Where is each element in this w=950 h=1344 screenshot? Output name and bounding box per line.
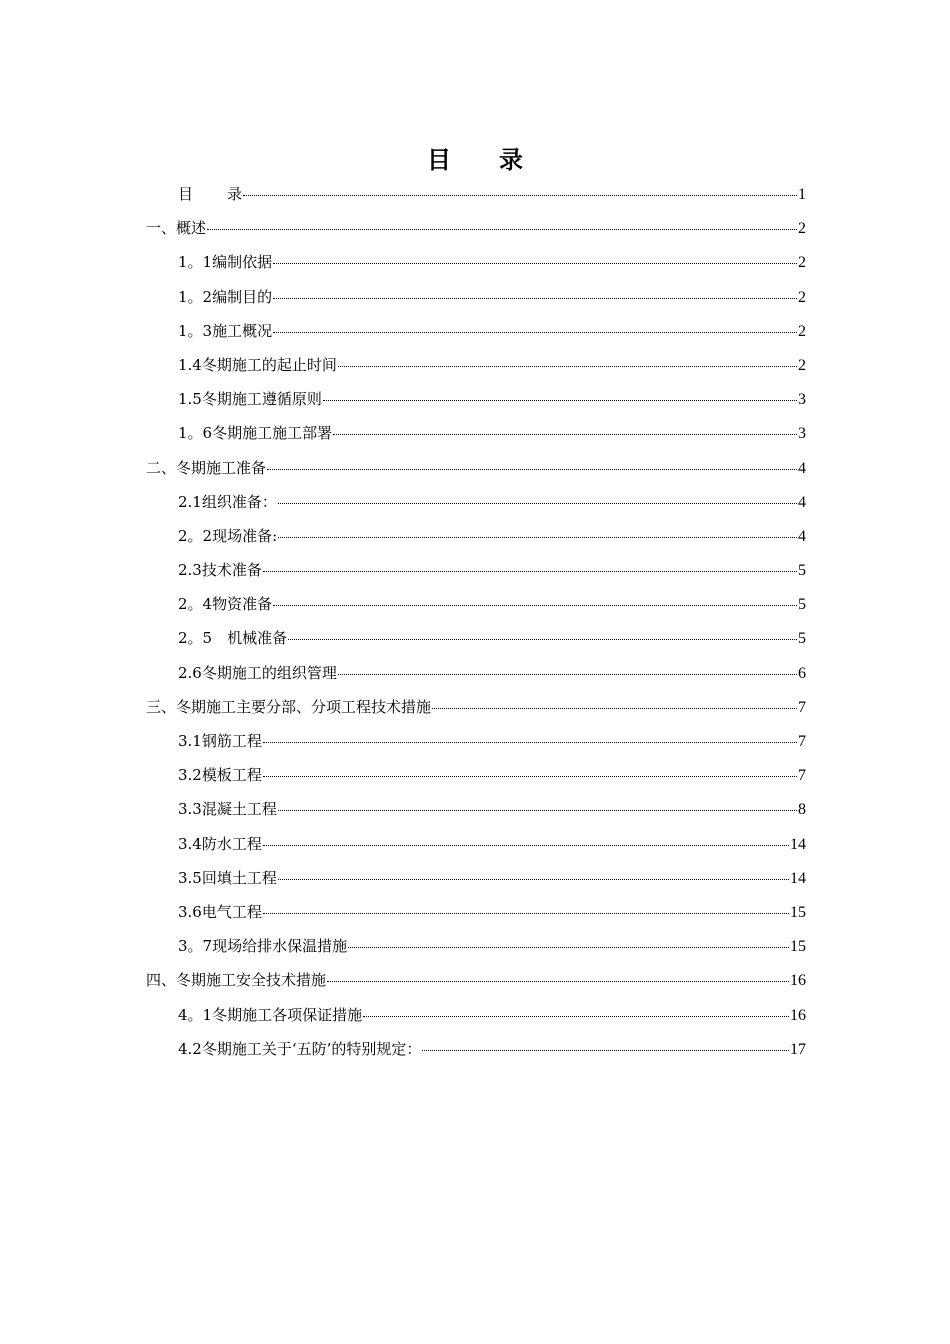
toc-entry-label: 3.2模板工程 bbox=[178, 766, 262, 785]
toc-page-number: 2 bbox=[798, 288, 806, 306]
toc-page-number: 2 bbox=[798, 254, 806, 272]
toc-entry-label: 3.6电气工程 bbox=[178, 902, 262, 921]
toc-page-number: 1 bbox=[798, 186, 806, 203]
toc-page-number: 5 bbox=[798, 596, 806, 614]
toc-page-number: 2 bbox=[798, 220, 806, 238]
toc-entry-label: 二、冬期施工准备 bbox=[146, 458, 267, 477]
toc-page-number: 3 bbox=[798, 391, 806, 409]
toc-page-number: 2 bbox=[798, 356, 806, 374]
toc-entry[interactable] bbox=[146, 831, 806, 865]
toc-page-number: 14 bbox=[790, 869, 806, 887]
toc-entry[interactable] bbox=[146, 625, 806, 659]
toc-entry[interactable] bbox=[146, 933, 806, 967]
toc-entry[interactable] bbox=[146, 899, 806, 933]
toc-entry[interactable] bbox=[146, 694, 806, 728]
toc-page-number: 16 bbox=[790, 1006, 806, 1024]
toc-entry[interactable] bbox=[146, 865, 806, 899]
toc-leader-dots bbox=[323, 386, 797, 404]
toc-entry-label: 目 录 bbox=[178, 185, 243, 203]
toc-entry-label: 2.6冬期施工的组织管理 bbox=[178, 663, 337, 682]
toc-leader-dots bbox=[327, 967, 789, 985]
toc-page-number: 4 bbox=[798, 527, 806, 545]
toc-entry-label: 4.2冬期施工关于‘五防’的特别规定： bbox=[178, 1039, 422, 1058]
toc-leader-dots bbox=[348, 933, 789, 951]
toc-entry-label: 1。6冬期施工施工部署 bbox=[178, 424, 333, 443]
toc-entry-label: 3.1钢筋工程 bbox=[178, 732, 262, 750]
toc-entry[interactable] bbox=[146, 386, 806, 420]
toc-leader-dots bbox=[273, 249, 797, 267]
toc-leader-dots bbox=[263, 831, 789, 849]
toc-leader-dots bbox=[263, 762, 797, 780]
toc-entry[interactable] bbox=[146, 591, 806, 625]
toc-leader-dots bbox=[207, 215, 797, 233]
toc-entry-label: 3。7现场给排水保温措施 bbox=[178, 937, 348, 956]
toc-entry[interactable] bbox=[146, 796, 806, 830]
toc-leader-dots bbox=[338, 660, 797, 678]
toc-page-number: 16 bbox=[790, 972, 806, 990]
toc-entry-label: 1.4冬期施工的起止时间 bbox=[178, 355, 337, 374]
toc-entry[interactable] bbox=[146, 967, 806, 1001]
toc-leader-dots bbox=[278, 489, 797, 507]
toc-entry-label: 2。2现场准备: bbox=[178, 526, 278, 545]
toc-leader-dots bbox=[263, 557, 797, 575]
toc-entry[interactable] bbox=[146, 352, 806, 386]
toc-entry[interactable] bbox=[146, 557, 806, 591]
toc-page-number: 2 bbox=[798, 322, 806, 340]
toc-page-number: 17 bbox=[790, 1040, 806, 1058]
toc-heading-char-2: 录 bbox=[499, 145, 523, 174]
toc-leader-dots bbox=[267, 455, 797, 473]
toc-entry-label: 3.5回填土工程 bbox=[178, 868, 277, 887]
toc-leader-dots bbox=[338, 352, 797, 370]
toc-leader-dots bbox=[363, 1002, 789, 1020]
toc-entry-label: 3.3混凝土工程 bbox=[178, 800, 277, 819]
toc-leader-dots bbox=[273, 591, 797, 609]
toc-page-number: 15 bbox=[790, 938, 806, 956]
toc-page-number: 15 bbox=[790, 903, 806, 921]
toc-entry[interactable] bbox=[146, 660, 806, 694]
toc-entry-label: 3.4防水工程 bbox=[178, 834, 262, 853]
toc-entry[interactable] bbox=[146, 181, 806, 215]
toc-leader-dots bbox=[288, 625, 797, 643]
toc-leader-dots bbox=[278, 796, 797, 814]
toc-entry[interactable] bbox=[146, 284, 806, 318]
toc-entry[interactable] bbox=[146, 728, 806, 762]
toc-leader-dots bbox=[278, 523, 797, 541]
toc-page-number: 3 bbox=[798, 425, 806, 443]
toc-entry-label: 1。2编制目的 bbox=[178, 287, 273, 306]
toc-page-number: 4 bbox=[798, 459, 806, 477]
toc-entry[interactable] bbox=[146, 762, 806, 796]
toc-entry-label: 1。3施工概况 bbox=[178, 321, 273, 340]
toc-entry[interactable] bbox=[146, 215, 806, 249]
toc-page-number: 7 bbox=[798, 698, 806, 716]
toc-leader-dots bbox=[273, 318, 797, 336]
toc-entry[interactable] bbox=[146, 455, 806, 489]
toc-entry-label: 一、概述 bbox=[146, 219, 207, 238]
toc-entry-label: 三、冬期施工主要分部、分项工程技术措施 bbox=[146, 697, 432, 716]
toc-page-number: 6 bbox=[798, 664, 806, 682]
toc-entry-label: 1。1编制依据 bbox=[178, 253, 273, 272]
toc-entry[interactable] bbox=[146, 249, 806, 283]
table-of-contents bbox=[146, 181, 806, 1070]
toc-heading bbox=[0, 140, 950, 175]
toc-leader-dots bbox=[278, 865, 789, 883]
toc-entry-label: 四、冬期施工安全技术措施 bbox=[146, 971, 327, 990]
toc-entry-label: 2.3技术准备 bbox=[178, 561, 262, 580]
toc-entry[interactable] bbox=[146, 420, 806, 454]
toc-entry[interactable] bbox=[146, 489, 806, 523]
toc-page-number: 8 bbox=[798, 801, 806, 819]
toc-entry[interactable] bbox=[146, 1036, 806, 1070]
toc-leader-dots bbox=[243, 181, 797, 199]
toc-leader-dots bbox=[263, 728, 797, 746]
toc-entry[interactable] bbox=[146, 318, 806, 352]
toc-entry-label: 2.1组织准备： bbox=[178, 492, 277, 511]
toc-entry[interactable] bbox=[146, 523, 806, 557]
toc-entry-label: 1.5冬期施工遵循原则 bbox=[178, 390, 322, 409]
toc-page-number: 5 bbox=[798, 562, 806, 580]
toc-heading-char-1: 目 bbox=[427, 145, 451, 174]
toc-entry-label: 2。5 机械准备 bbox=[178, 629, 288, 648]
toc-leader-dots bbox=[422, 1036, 789, 1054]
toc-leader-dots bbox=[333, 420, 797, 438]
toc-page-number: 4 bbox=[798, 493, 806, 511]
toc-leader-dots bbox=[273, 284, 797, 302]
toc-leader-dots bbox=[263, 899, 789, 917]
toc-entry-label: 2。4物资准备 bbox=[178, 595, 273, 614]
toc-entry-label: 4。1冬期施工各项保证措施 bbox=[178, 1005, 363, 1024]
toc-entry[interactable] bbox=[146, 1002, 806, 1036]
toc-page-number: 5 bbox=[798, 630, 806, 648]
toc-page-number: 7 bbox=[798, 733, 806, 750]
toc-page-number: 7 bbox=[798, 767, 806, 785]
toc-leader-dots bbox=[432, 694, 797, 712]
toc-page-number: 14 bbox=[790, 835, 806, 853]
